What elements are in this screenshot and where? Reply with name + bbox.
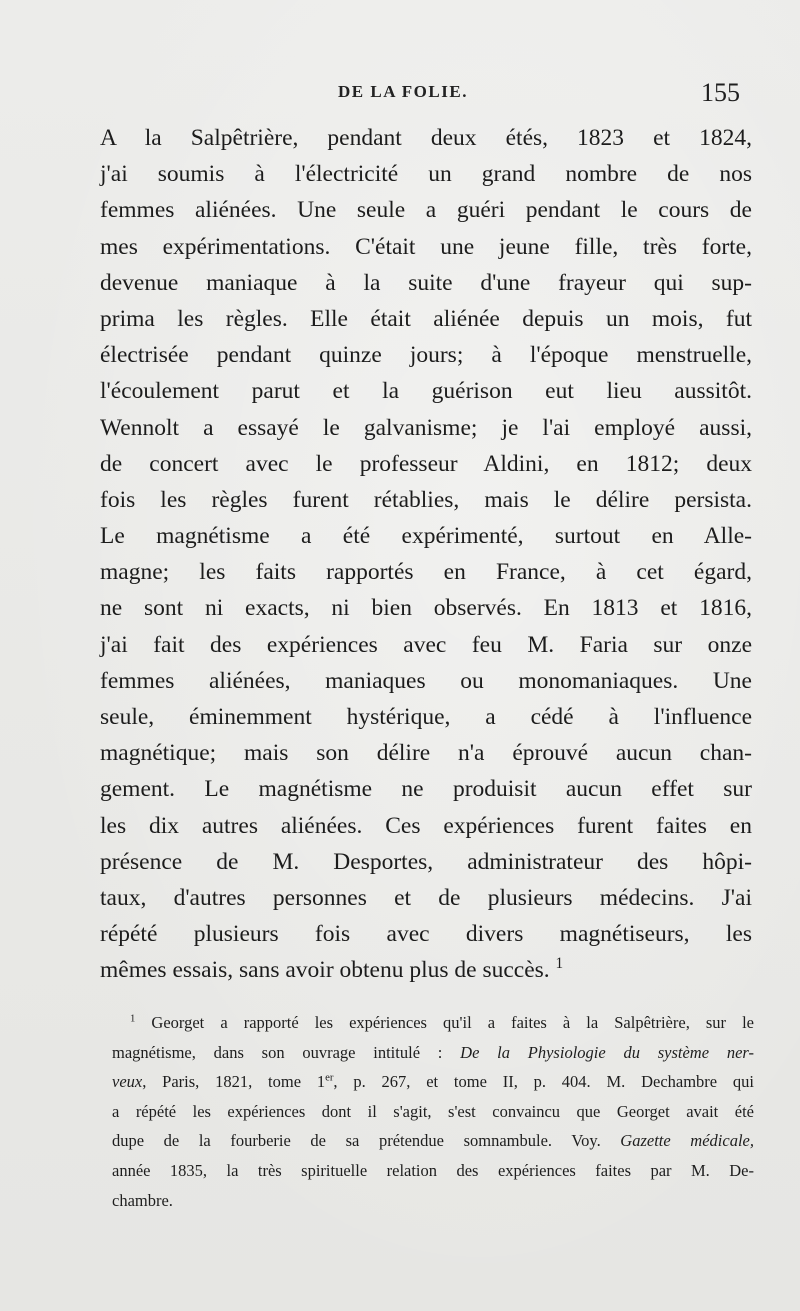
book-title: De la Physiologie du système ner- bbox=[460, 1042, 754, 1062]
text-line: j'ai soumis à l'électricité un grand nombre de nos bbox=[100, 161, 752, 188]
footnote-line bbox=[112, 1067, 754, 1097]
footnote bbox=[112, 1008, 754, 1215]
text-line: les dix autres aliénées. Ces expériences furent faites en bbox=[100, 812, 752, 839]
text-line: gement. Le magnétisme ne produisit aucun effet sur bbox=[100, 776, 752, 803]
footnote-line: année 1835, la très spirituelle relation des expériences faites par M. De- bbox=[112, 1160, 754, 1180]
text-line: électrisée pendant quinze jours; à l'époque menstruelle, bbox=[100, 342, 752, 369]
text-line: magne; les faits rapportés en France, à cet égard, bbox=[100, 559, 752, 586]
superscript-er: er bbox=[325, 1071, 334, 1084]
text-line: l'écoulement parut et la guérison eut lieu aussitôt. bbox=[100, 378, 752, 405]
footnote-text: Georget a rapporté les expériences qu'il a faites à la Salpêtrière, sur le bbox=[151, 1013, 755, 1032]
text-line-last bbox=[100, 952, 752, 988]
footnote-text: , Paris, 1821, tome 1 bbox=[142, 1072, 326, 1092]
text-line: femmes aliénées. Une seule a guéri pendant le cours de bbox=[100, 197, 752, 224]
text-line: seule, éminemment hystérique, a cédé à l'influence bbox=[100, 704, 752, 730]
footnote-line bbox=[112, 1126, 754, 1156]
footnote-marker: 1 bbox=[130, 1012, 136, 1025]
page-number: 155 bbox=[701, 78, 740, 107]
text-line: prima les règles. Elle était aliénée depuis un mois, fut bbox=[100, 305, 752, 332]
book-title: veux bbox=[112, 1072, 143, 1092]
footnote-line: a répété les expériences dont il s'agit, s'est convaincu que Georget avait été bbox=[112, 1101, 754, 1121]
main-text bbox=[100, 120, 752, 989]
footnote-line: chambre. bbox=[112, 1190, 173, 1210]
text-line: j'ai fait des expériences avec feu M. Faria sur onze bbox=[100, 631, 752, 658]
text-line: femmes aliénées, maniaques ou monomaniaques. Une bbox=[100, 667, 752, 694]
journal-title: Gazette médicale, bbox=[620, 1131, 754, 1151]
text-line: A la Salpêtrière, pendant deux étés, 1823 et 1824, bbox=[100, 125, 752, 151]
footnote-text: dupe de la fourberie de sa prétendue somnambule. Voy. bbox=[112, 1131, 621, 1151]
text-line: mes expérimentations. C'était une jeune fille, très forte, bbox=[100, 233, 752, 260]
footnote-line bbox=[112, 1038, 754, 1068]
footnote-reference[interactable]: 1 bbox=[555, 955, 564, 973]
text-line: devenue maniaque à la suite d'une frayeur qui sup- bbox=[100, 269, 752, 296]
text-line: fois les règles furent rétablies, mais le délire persista. bbox=[100, 486, 752, 513]
footnote-text: , p. 267, et tome II, p. 404. M. Dechambre qui bbox=[333, 1072, 754, 1092]
last-line-text: mêmes essais, sans avoir obtenu plus de succès. bbox=[100, 957, 550, 984]
page-header bbox=[100, 78, 740, 112]
text-line: Le magnétisme a été expérimenté, surtout en Alle- bbox=[100, 523, 752, 550]
text-line: de concert avec le professeur Aldini, en 1812; deux bbox=[100, 450, 752, 477]
running-title: DE LA FOLIE. bbox=[338, 82, 468, 101]
text-line: répété plusieurs fois avec divers magnétiseurs, les bbox=[100, 921, 752, 948]
footnote-line bbox=[112, 1008, 754, 1038]
text-line: taux, d'autres personnes et de plusieurs médecins. J'ai bbox=[100, 884, 752, 911]
text-line: présence de M. Desportes, administrateur des hôpi- bbox=[100, 848, 752, 875]
footnote-text: magnétisme, dans son ouvrage intitulé : bbox=[112, 1042, 461, 1062]
text-line: magnétique; mais son délire n'a éprouvé aucun chan- bbox=[100, 740, 752, 767]
text-line: ne sont ni exacts, ni bien observés. En 1813 et 1816, bbox=[100, 595, 752, 622]
text-line: Wennolt a essayé le galvanisme; je l'ai employé aussi, bbox=[100, 414, 752, 441]
